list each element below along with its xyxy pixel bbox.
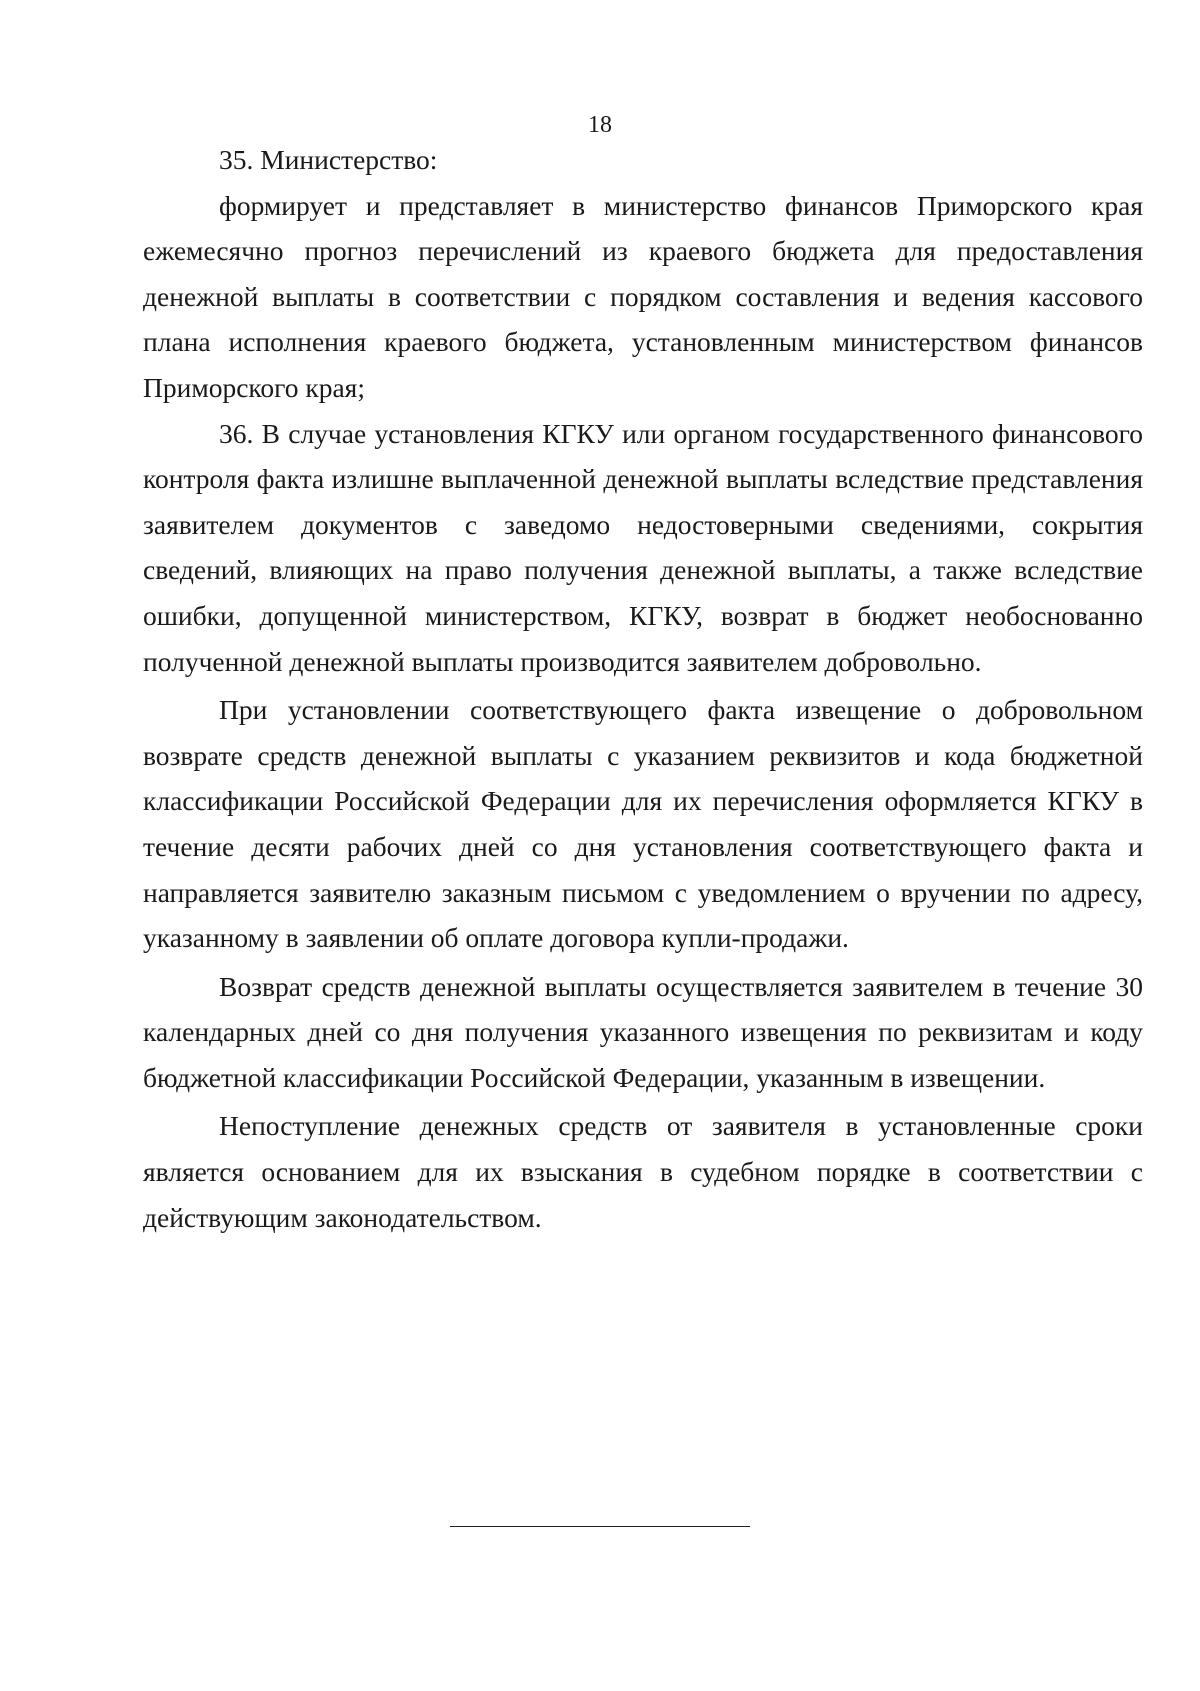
paragraph-35-heading: 35. Министерство:	[219, 144, 438, 175]
paragraph-refund-term: Возврат средств денежной выплаты осуществляется заявителем в течение 30 календарных дней со дня получения указанного извещения по реквизитам и коду бюджетной классификации Российской Федерации, указанным в извещении.	[143, 970, 1143, 1093]
paragraph-non-payment: Непоступление денежных средств от заявителя в установленные сроки является основанием для их взыскания в судебном порядке в соответствии с действующим законодательством.	[143, 1110, 1143, 1233]
paragraph-notice: При установлении соответствующего факта извещение о добровольном возврате средств денежной выплаты с указанием реквизитов и кода бюджетной классификации Российской Федерации для их перечисления оформляется КГКУ в течение десяти рабочих дней со дня установления соответствующего факта и направляется заявителю заказным письмом с уведомлением о вручении по адресу, указанному в заявлении об оплате договора купли-продажи.	[143, 694, 1143, 954]
paragraph-36-overpayment: 36. В случае установления КГКУ или органом государственного финансового контроля факта излишне выплаченной денежной выплаты вследствие представления заявителем документов с заведомо недостоверными сведениями, сокрытия сведений, влияющих на право получения денежной выплаты, а также вследствие ошибки, допущенной министерством, КГКУ, возврат в бюджет необоснованно полученной денежной выплаты производится заявителем добровольно.	[143, 417, 1143, 677]
paragraph-35-forecast: формирует и представляет в министерство финансов Приморского края ежемесячно прогноз перечислений из краевого бюджета для предоставления денежной выплаты в соответствии с порядком составления и ведения кассового плана исполнения краевого бюджета, установленным министерством финансов Приморского края;	[143, 189, 1143, 403]
horizontal-rule	[450, 1526, 750, 1527]
end-of-document-rule	[0, 1526, 1200, 1527]
page-number: 18	[588, 112, 612, 138]
document-body	[143, 137, 1143, 1240]
